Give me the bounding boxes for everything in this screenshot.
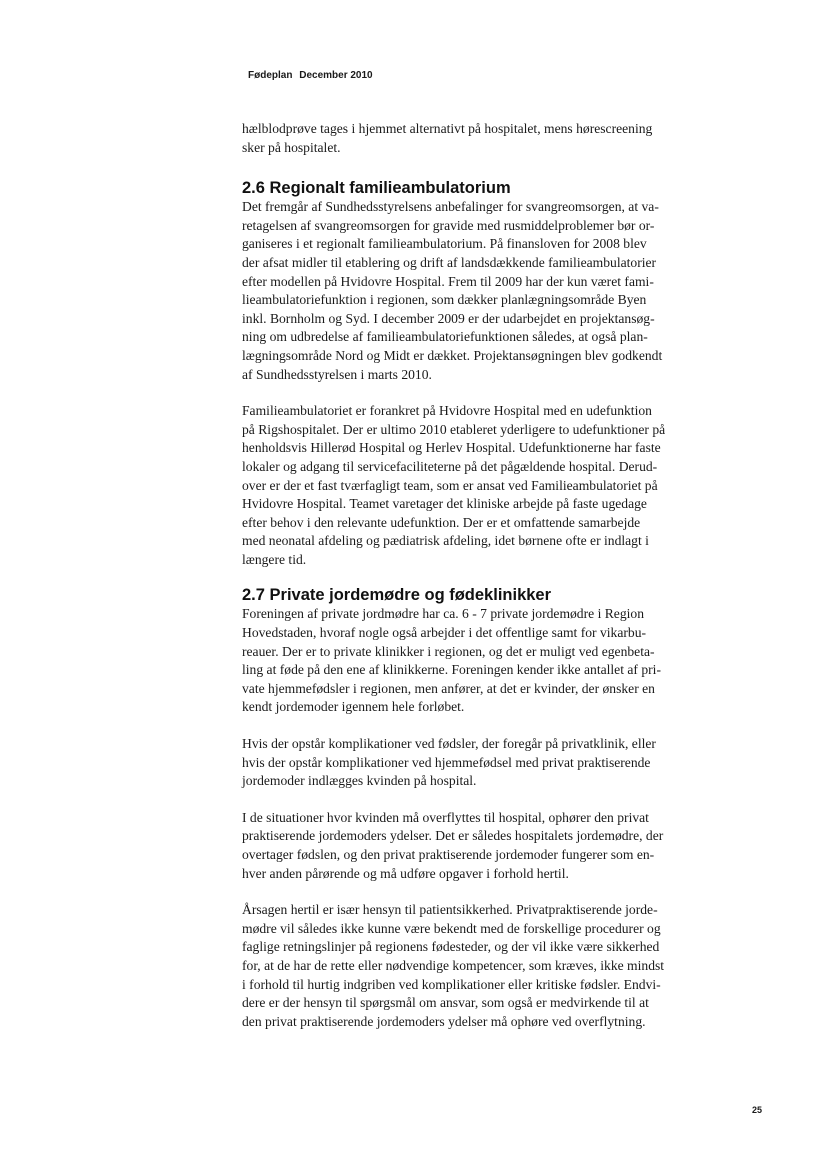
text-line: hælblodprøve tages i hjemmet alternativt på hospitalet, mens hørescreening [242, 121, 653, 136]
text-line: lokaler og adgang til servicefaciliteterne på det pågældende hospital. Derud- [242, 458, 658, 474]
section-2-7-paragraph-2 [242, 735, 688, 791]
text-line: hver anden pårørende og må udføre opgaver i forhold hertil. [242, 865, 569, 881]
text-line: i forhold til hurtig indgriben ved komplikationer eller kritiske fødsler. Endvi- [242, 976, 661, 992]
text-line: jordemoder indlægges kvinden på hospital. [242, 773, 477, 789]
text-line: praktiserende jordemoders ydelser. Det er således hospitalets jordemødre, der [242, 828, 664, 844]
text-line: lieambulatoriefunktion i regionen, som dækker planlægningsområde Byen [242, 292, 647, 308]
text-line: Årsagen hertil er især hensyn til patientsikkerhed. Privatpraktiserende jorde- [242, 902, 658, 918]
text-line: Hovedstaden, hvoraf nogle også arbejder i det offentlige samt for vikarbu- [242, 625, 647, 641]
text-line: henholdsvis Hillerød Hospital og Herlev Hospital. Udefunktionerne har faste [242, 440, 661, 456]
running-header [248, 70, 377, 81]
text-line: I de situationer hvor kvinden må overflyttes til hospital, ophører den privat [242, 809, 649, 825]
header-date: December 2010 [299, 70, 373, 81]
text-line: hvis der opstår komplikationer ved hjemmefødsel med privat praktiserende [242, 754, 651, 770]
text-line: dere er der hensyn til spørgsmål om ansvar, som også er medvirkende til at [242, 995, 649, 1011]
section-2-6-paragraph-2 [242, 402, 688, 569]
text-line: der afsat midler til etablering og drift af landsdækkende familieambulatorier [242, 254, 657, 270]
text-line: Familieambulatoriet er forankret på Hvidovre Hospital med en udefunktion [242, 403, 652, 419]
text-line: for, at de har de rette eller nødvendige kompetencer, som kræves, ikke mindst [242, 957, 665, 973]
page-body [242, 120, 688, 1031]
text-line: på Rigshospitalet. Der er ultimo 2010 etableret yderligere to udefunktioner på [242, 421, 666, 437]
intro-paragraph [242, 120, 688, 157]
text-line: ning om udbredelse af familieambulatoriefunktionen således, at også plan- [242, 329, 648, 345]
page-number: 25 [752, 1105, 763, 1115]
text-line: overtager fødslen, og den privat praktiserende jordemoder fungerer som en- [242, 847, 655, 862]
text-line: ling at føde på den ene af klinikkerne. Foreningen kender ikke antallet af pri- [242, 662, 661, 678]
header-title: Fødeplan [248, 70, 293, 81]
text-line: kendt jordemoder igennem hele forløbet. [242, 699, 465, 715]
text-line: den privat praktiserende jordemoders ydelser må ophøre ved overflytning. [242, 1013, 646, 1029]
section-2-7-paragraph-3 [242, 809, 688, 883]
section-heading-2-6: 2.6 Regionalt familieambulatorium [242, 179, 511, 198]
text-line: reauer. Der er to private klinikker i regionen, og det er muligt ved egenbeta- [242, 643, 655, 659]
text-line: ganiseres i et regionalt familieambulatorium. På finansloven for 2008 blev [242, 236, 647, 252]
text-line: med neonatal afdeling og pædiatrisk afdeling, idet børnene ofte er indlagt i [242, 533, 649, 549]
text-line: inkl. Bornholm og Syd. I december 2009 er der udarbejdet en projektansøg- [242, 310, 655, 326]
section-2-6-paragraph-1 [242, 198, 688, 384]
text-line: Hvis der opstår komplikationer ved fødsler, der foregår på privatklinik, eller [242, 736, 656, 752]
text-line: over er der et fast tværfagligt team, som er ansat ved Familieambulatoriet på [242, 477, 658, 493]
text-line: Det fremgår af Sundhedsstyrelsens anbefalinger for svangreomsorgen, at va- [242, 199, 659, 215]
text-line: Foreningen af private jordmødre har ca. 6 - 7 private jordemødre i Region [242, 606, 645, 622]
text-line: vate hjemmefødsler i regionen, men anfører, at det er kvinder, der ønsker en [242, 680, 655, 696]
text-line: faglige retningslinjer på regionens fødesteder, og der vil ikke være sikkerhed [242, 939, 660, 955]
text-line: retagelsen af svangreomsorgen for gravide med rusmiddelproblemer bør or- [242, 217, 655, 233]
text-line: længere tid. [242, 551, 307, 567]
text-line: sker på hospitalet. [242, 139, 341, 155]
section-2-7-paragraph-4 [242, 901, 688, 1031]
text-line: lægningsområde Nord og Midt er dækket. Projektansøgningen blev godkendt [242, 347, 663, 363]
section-heading-2-7: 2.7 Private jordemødre og fødeklinikker [242, 586, 552, 605]
text-line: mødre vil således ikke kunne være bekendt med de forskellige procedurer og [242, 920, 661, 936]
text-line: efter behov i den relevante udefunktion. Der er et omfattende samarbejde [242, 514, 641, 530]
text-line: af Sundhedsstyrelsen i marts 2010. [242, 366, 432, 382]
text-line: Hvidovre Hospital. Teamet varetager det kliniske arbejde på faste ugedage [242, 496, 647, 512]
section-2-7-paragraph-1 [242, 605, 688, 717]
text-line: efter modellen på Hvidovre Hospital. Frem til 2009 har der kun været fami- [242, 273, 654, 289]
